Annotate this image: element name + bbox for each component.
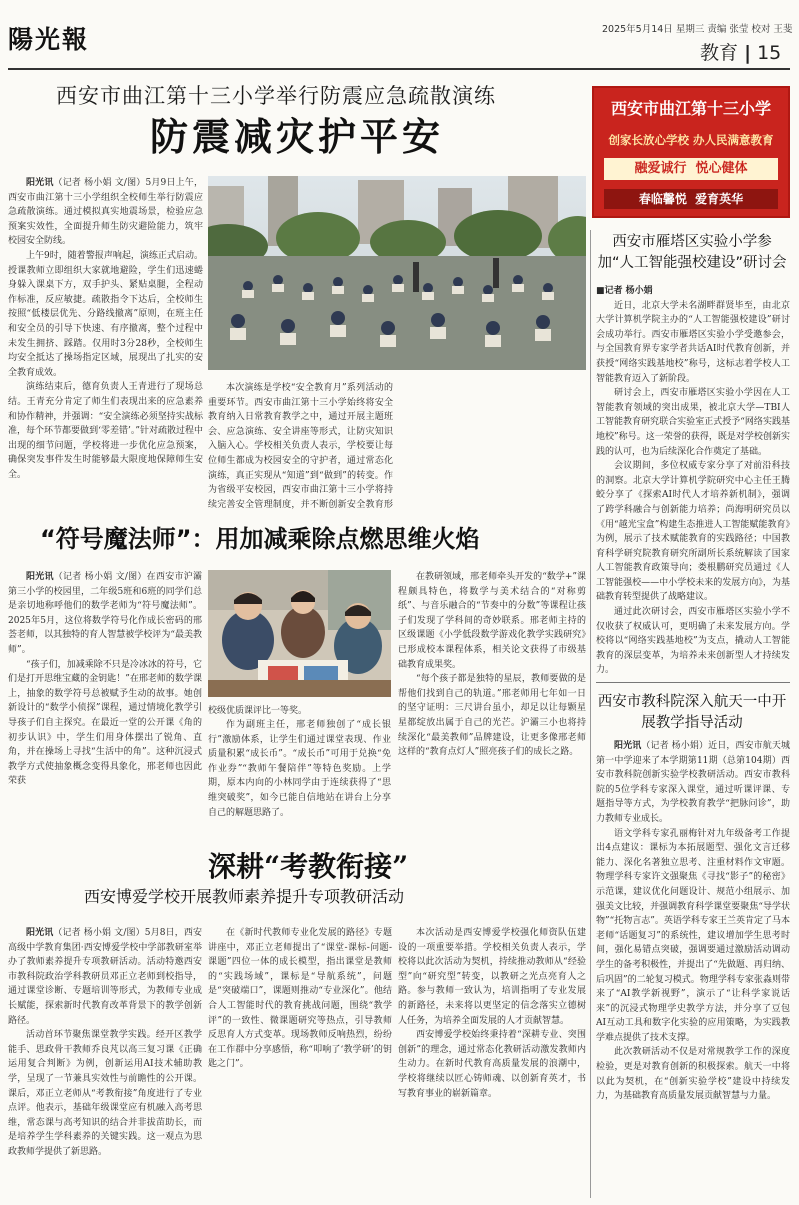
side2-byline: 阳光讯（记者 杨小娟）: [614, 741, 709, 751]
section-label: [700, 38, 781, 65]
article3-col1: 阳光讯（记者 杨小娟 文/图）5月8日，西安高级中学教育集团·西安博爱学校中学部教研室举办了教师素养提升专项教研活动。活动特邀西安市教科院政治学科教研员邓正立老师到校指导，通过课堂诊断、专题培训等形式，为教师专业成长赋能，探索新时代教育改革背景下的教学创新路径。 活动首环节聚焦课堂教学实践。经开区教学能手、思政骨干教师乔良芃以高三复习课《正确运用复合判断》为例，创新运用AI技术辅助教学，呈现了一节兼具实效性与前瞻性的公开课。课后，邓正立老师从“考教衔接”角度进行了专业点评。他表示，基础年级课堂应有机融入高考思维，常态课与高考知识的结合并非拔苗助长，而是培养学生学科素养的关键实践。这一观点为思政教师学提供了新思路。: [8, 928, 202, 1157]
date-line: 2025年5月14日 星期三 责编 张莹 校对 王斐: [602, 24, 793, 35]
ad-line1: 创家长放心学校 办人民满意教育: [608, 133, 774, 147]
article2-byline: 阳光讯（记者 杨小娟 文/图）: [26, 572, 147, 582]
article3-headline: 深耕“考教衔接”: [208, 850, 409, 883]
article1-col2: 本次演练是学校“安全教育月”系列活动的重要环节。西安市曲江第十三小学始终将安全教育纳入日常教育教学之中，通过开展主题班会、应急演练、安全讲座等形式，让防灾知识入脑入心。学校相关负责人表示，学校要让每位师生都成为校园安全的守护者，通过常态化演练，真正实现从“知道”到“做到”的转变。作为省级平安校园，西安市曲江第十三小学将持续完善安全管理制度，并不断创新安全教育形: [208, 383, 393, 510]
column-divider: [590, 230, 591, 1198]
classroom-photo: [208, 570, 391, 697]
article2-col1: 阳光讯（记者 杨小娟 文/图）在西安市沪灞第三小学的校园里，二年级5班和6班的同学们总是亲切地称呼他们的数学老师为“符号魔法师”。2025年5月，这位将数学符号化作成长密码的邢荟老师，以其独特的育人智慧被学校评为“最美教师”。 “孩子们，加减乘除不只是冷冰冰的符号，它们是打开思维宝藏的金钥匙！”在邢老师的数学课上，抽象的数学符号总被赋予生动的故事。她创新设计的“数学小侦探”课程，通过情境化教学引导孩子们自主探究。在最近一堂的公开课《角的初步认识》中，学生们用身体摆出了锐角、直角，并在操场上寻找“生活中的角”。这种沉浸式教学方式使抽象概念变得具象化，邢老师也因此荣获: [8, 572, 202, 787]
ad-line2: 融爱诚行 悦心健体: [604, 158, 778, 180]
article1-col1: 阳光讯（记者 杨小娟 文/图）5月9日上午，西安市曲江第十三小学组织全校师生举行防震应急疏散演练。通过模拟真实地震场景，检验应急预案实效性，全面提升师生防灾避险能力，筑牢校园安全防线。 上午9时，随着警报声响起，演练正式启动。授课教师立即组织大家就地避险，学生们迅速蜷身躲入课桌下方，双手护头、紧贴桌腿，全程动作标准，反应敏捷。疏散指令下达后，全校师生按照“低楼层优先、分路线撤离”原则，在班主任和安全员的引导下快速、有序撤离，整个过程中未发生拥挤、踩踏。仅用时3分28秒，全校师生均安全抵达了操场指定区域，展现出了扎实的安全教育成效。 演练结束后，德育负责人王青进行了现场总结。王青充分肯定了师生们表现出来的应急素养和协作精神，并强调：“安全演练必须坚持实战标准，每个环节都要做到‘零差错’。”针对疏散过程中出现的细节问题，学校将进一步优化应急预案，确保突发事件发生时能够最大限度地保障师生安全。: [8, 178, 203, 480]
school-ad-box: [592, 86, 790, 218]
article3-subhead: 西安博爱学校开展教师素养提升专项教研活动: [84, 887, 405, 906]
article2-headline: “符号魔法师”：用加减乘除点燃思维火焰: [40, 525, 480, 553]
ad-school-name: 西安市曲江第十三小学: [610, 99, 771, 118]
drill-photo-image: [208, 176, 586, 370]
page-number: 15: [757, 42, 782, 64]
page-separator: |: [744, 42, 752, 64]
article1-byline: 阳光讯（记者 杨小娟 文/图）: [26, 178, 146, 188]
article3-col2: 在《新时代教师专业化发展的路径》专题讲座中，邓正立老师提出了“课堂-课标-问题-课题”四位一体的成长模型，指出课堂是教师的“实践场域”，课标是“导航系统”，问题是“突破端口”，课题则推动“专业深化”。他结合人工智能时代的教育挑战问题，围绕“教学评”的一致性、微课题研究等热点，引导教师反思育人方式变革。现场教师反响热烈，纷纷在工作群中分享感悟，称“叩响了‘教学研’的钥匙之门”。: [208, 928, 392, 1070]
article2-col3: 在教研领域，邢老师牵头开发的“数学+”课程颇具特色，将数学与美术结合的“对称剪纸”、与音乐融合的“节奏中的分数”等课程让孩子们发现了学科间的奇妙联系。邢老师主持的区级课题《小学低段数学游戏化教学实践研究》已形成校本课程体系，相关论文获得了市级基础教育成果奖。 “每个孩子都是独特的星辰，教师要做的是帮他们找到自己的轨道。”邢老师用七年如一日的坚守证明：三尺讲台虽小，却足以让每颗星星都绽放出属于自己的光芒。沪灞三小也将持续深化“最美教师”品牌建设，让更多像邢老师这样的“教育点灯人”照亮孩子们的成长之路。: [398, 572, 586, 758]
article3-byline: 阳光讯（记者 杨小娟 文/图）: [26, 928, 145, 938]
ad-line3: 春临馨悦 爱育英华: [604, 189, 778, 209]
article3-col3: 本次活动是西安博爱学校强化师资队伍建设的一项重要举措。学校相关负责人表示，学校将以此次活动为契机，持续推动教师从“经验型”向“研究型”转变，以教研之光点亮育人之路。参与教师一致认为，培训指明了专业发展的新路径，未来将以更坚定的信念落实立德树人任务，为培养全面发展的人才贡献智慧。 西安博爱学校始终秉持着“深耕专业、突围创新”的理念，通过常态化教研活动激发教师内生动力。在新时代教育高质量发展的浪潮中，学校将继续以匠心铸师魂、以创新育英才，书写教育事业的崭新篇章。: [398, 928, 586, 1099]
article1-col3: [400, 381, 586, 511]
side2-body: 阳光讯（记者 杨小娟）近日，西安市航天城第一中学迎来了本学期第11期（总第104期）西安市教科院创新实验学校教研活动。西安市教科院的5位学科专家深入课堂，通过听课评课、专题指导等方式，为学校教育教学“把脉问诊”，助力教师专业成长。 语文学科专家孔丽梅针对九年级备考工作提出4点建议：课标为本拓展题型、强化文言迁移能力、深化名著独立思考、注重材料作文审题。物理学科专家许文强聚焦《寻找“影子”的秘密》示范课，建议优化问题设计、规范小组展示、加强美文比较，并强调教育科学课堂要聚焦“导学状物”“托物言志”。英语学科专家王兰英肯定了马本老师“话题复习”的系统性，建议增加学生思考时间，强化易错点突破，强调要通过激励活动调动学生的备考积极性，并提出了“先做题、再归纳、后巩固”的二轮复习模式。物理学科专家张淼则带来了“AI教学新视野”，演示了“让科学家说话来”的沉浸式物理学史教学方法，并分享了豆包AI互动工具和数字化实验的应用策略，为实践教学难点提供了技术支撑。 此次教研活动不仅是对常规教学工作的深度检验，更是对教育创新的积极探索。航天一中将以此为契机，在“创新实验学校”建设中持续发力，为基础教育高质量发展贡献智慧与力量。: [596, 741, 790, 1102]
section-name: 教育: [700, 42, 739, 64]
article1-kicker: 西安市曲江第十三小学举行防震应急疏散演练: [56, 84, 496, 108]
masthead-rule: [8, 68, 790, 70]
side1-byline: ■记者 杨小娟: [596, 286, 653, 296]
classroom-caption: 校级优质课评比一等奖。: [208, 706, 308, 716]
drill-photo: [208, 176, 586, 370]
article2-col2: 作为副班主任，邢老师独创了“成长银行”激励体系，让学生们通过课堂表现、作业质量积累“成长币”。“成长币”可用于兑换“免作业券”“教师午餐陪伴”等特色奖励。上学期，原本内向的小林同学由于连续获得了“思维突破奖”，如今已能自信地站在讲台上分享自己的解题思路了。: [208, 720, 391, 818]
masthead-logo: 陽光報: [8, 25, 90, 54]
article1-headline: 防震减灾护平安: [150, 115, 445, 159]
side2-headline: 西安市教科院深入航天一中开展教学指导活动: [597, 694, 787, 731]
classroom-photo-image: [208, 570, 391, 697]
side1-headline: 西安市雁塔区实验小学参加“人工智能强校建设”研讨会: [597, 234, 787, 271]
side1-body: ■记者 杨小娟 近日，北京大学未名湖畔群贤毕至，由北京大学计算机学院主办的“人工智能强校建设”研讨会成功举行。西安市雁塔区实验小学受邀参会，与全国教育界专家学者共话AI时代教育创新，并获授“网络实践基地校”称号，这标志着学校人工智能教育迈入了新阶段。 研讨会上，西安市雁塔区实验小学因在人工智能教育领域的突出成果，被北京大学—TBI人工智能教育研究联合实验室正式授予“网络实践基地校”称号。这一荣誉的获得，既是对学校创新实践的认可，也为后续深化合作奠定了基础。 会议期间，多位权威专家分享了对前沿科技的洞察。北京大学计算机学院研究中心主任王腾蛟分享了《探索AI时代人才培养新机制》，强调了跨学科融合与创新能力培养；尚海明研究员以《用“越光宝盒”构建生态推进人工智能赋能教育》为例，展示了技术赋能教育的实践路径；中国教育科学研究院教育研究所副所长系统解读了国家人工智能教育政策导向；娄根鹏研究员通过《人工智能强校——中小学校未来的发展方向》，为基础教育转型提供了战略建议。 通过此次研讨会，西安市雁塔区实验小学不仅收获了权威认可，更明确了未来发展方向。学校将以“网络实践基地校”为支点，撬动人工智能教育的深层变革，为培养未来创新型人才持续发力。: [596, 286, 790, 676]
side-divider: [596, 682, 790, 683]
